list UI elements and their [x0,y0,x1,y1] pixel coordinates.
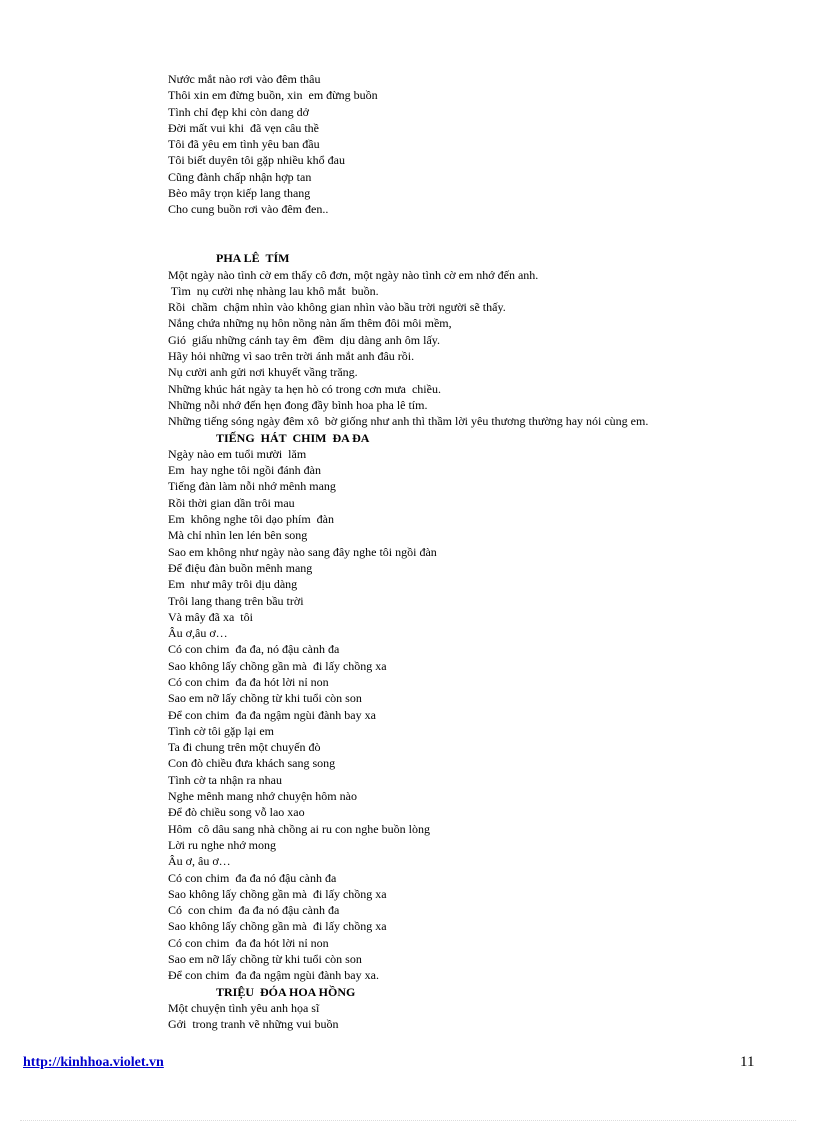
page-number: 11 [740,1054,755,1070]
poem-line: Con đò chiều đưa khách sang song [168,756,336,771]
poem-line: Để con chim đa đa ngậm ngùi đành bay xa [168,707,376,722]
poem-line: Và mây đã xa tôi [168,609,253,624]
poem-line: Có con chim đa đa hót lời nỉ non [168,674,329,689]
song-title-pha-le-tim: PHA LÊ TÍM [216,251,290,266]
poem-line: Một chuyện tình yêu anh họa sĩ [168,1000,320,1015]
poem-line: Để điệu đàn buồn mênh mang [168,560,313,575]
poem-line: Sao em nỡ lấy chồng từ khi tuổi còn son [168,952,362,967]
poem-line: Nghe mênh mang nhớ chuyện hôm nào [168,789,357,804]
poem-line: Cho cung buồn rơi vào đêm đen.. [168,202,329,217]
poem-line: Một ngày nào tình cờ em thấy cô đơn, một ngày nào tình cờ em nhớ đến anh. [168,267,539,282]
poem-line: Tìm nụ cười nhẹ nhàng lau khô mắt buồn. [168,283,379,298]
poem-line: Có con chim đa đa nó đậu cành đa [168,870,337,885]
song-title-trieu-doa-hoa-hong: TRIỆU ĐÓA HOA HỒNG [216,984,356,999]
poem-line: Sao không lấy chồng gần mà đi lấy chồng xa [168,919,387,934]
poem-line: Những nỗi nhớ đến hẹn đong đầy bình hoa pha lê tím. [168,397,428,412]
poem-line: Em như mây trôi dịu dàng [168,577,298,592]
poem-line: Tình cờ tôi gặp lại em [168,723,274,738]
poem-line: Để đò chiều song vỗ lao xao [168,805,305,820]
poem-line: Đời mất vui khi đã vẹn câu thề [168,120,319,135]
poem-line: Có con chim đa đa, nó đậu cành đa [168,642,340,657]
poem-line: Gió giấu những cánh tay êm đềm dịu dàng anh ôm lấy. [168,332,440,347]
poem-line: Sao không lấy chồng gần mà đi lấy chồng xa [168,658,387,673]
stanza-1 [168,71,788,218]
poem-line: Gởi trong tranh vẽ những vui buồn [168,1017,339,1032]
poem-line: Ngày nào em tuổi mười lăm [168,446,307,461]
poem-line: Rồi chầm chậm nhìn vào không gian nhìn vào bầu trời người sẽ thấy. [168,300,506,315]
poem-line: Hãy hỏi những vì sao trên trời ánh mắt anh đâu rồi. [168,349,415,364]
poem-line: Nước mắt nào rơi vào đêm thâu [168,72,321,86]
song-title-tieng-hat-chim-da-da: TIẾNG HÁT CHIM ĐA ĐA [216,430,370,445]
poem-line: Nắng chứa những nụ hôn nồng nàn ấm thêm đôi môi mềm, [168,316,452,331]
poem-content [168,71,788,1033]
stanza-4 [168,1000,788,1033]
poem-line: Có con chim đa đa nó đậu cành đa [168,903,340,918]
poem-line: Tình cờ ta nhận ra nhau [168,772,282,787]
poem-line: Em hay nghe tôi ngồi đánh đàn [168,463,321,478]
poem-line: Trôi lang thang trên bầu trời [168,593,304,608]
poem-line: Sao em nỡ lấy chồng từ khi tuổi còn son [168,691,362,706]
poem-line: Âu ơ, âu ơ… [168,854,231,869]
poem-line: Tiếng đàn làm nỗi nhớ mênh mang [168,479,336,494]
poem-line: Sao không lấy chồng gần mà đi lấy chồng xa [168,886,387,901]
poem-line: Rồi thời gian dần trôi mau [168,495,295,510]
poem-line: Thôi xin em đừng buồn, xin em đừng buồn [168,88,378,103]
poem-line: Âu ơ,âu ơ… [168,626,228,641]
stanza-2 [168,267,788,430]
page-bottom-divider [20,1120,796,1121]
stanza-gap [168,218,788,234]
stanza-3 [168,446,788,984]
poem-line: Để con chim đa đa ngậm ngùi đành bay xa. [168,968,379,983]
poem-line: Những khúc hát ngày ta hẹn hò có trong cơn mưa chiều. [168,381,441,396]
poem-line: Có con chim đa đa hót lời nỉ non [168,935,329,950]
poem-line: Những tiếng sóng ngày đêm xô bờ giống như anh thì thầm lời yêu thương thường hay nói cùng em. [168,414,649,429]
poem-line: Tôi biết duyên tôi gặp nhiều khổ đau [168,153,345,168]
poem-line: Cũng đành chấp nhận hợp tan [168,169,312,184]
poem-line: Lời ru nghe nhớ mong [168,837,277,852]
poem-line: Mà chỉ nhìn len lén bên song [168,528,308,543]
poem-line: Em không nghe tôi dạo phím đàn [168,512,334,527]
poem-line: Sao em không như ngày nào sang đây nghe tôi ngồi đàn [168,544,437,559]
poem-line: Ta đi chung trên một chuyến đò [168,740,321,755]
poem-line: Nụ cười anh gửi nơi khuyết vầng trăng. [168,365,358,380]
poem-line: Bèo mây trọn kiếp lang thang [168,186,311,201]
poem-line: Hôm cô dâu sang nhà chồng ai ru con nghe buồn lòng [168,821,430,836]
stanza-gap [168,234,788,250]
footer-website-link[interactable]: http://kinhhoa.violet.vn [23,1055,164,1070]
poem-line: Tôi đã yêu em tình yêu ban đầu [168,137,320,152]
poem-line: Tình chỉ đẹp khi còn dang dở [168,104,309,119]
